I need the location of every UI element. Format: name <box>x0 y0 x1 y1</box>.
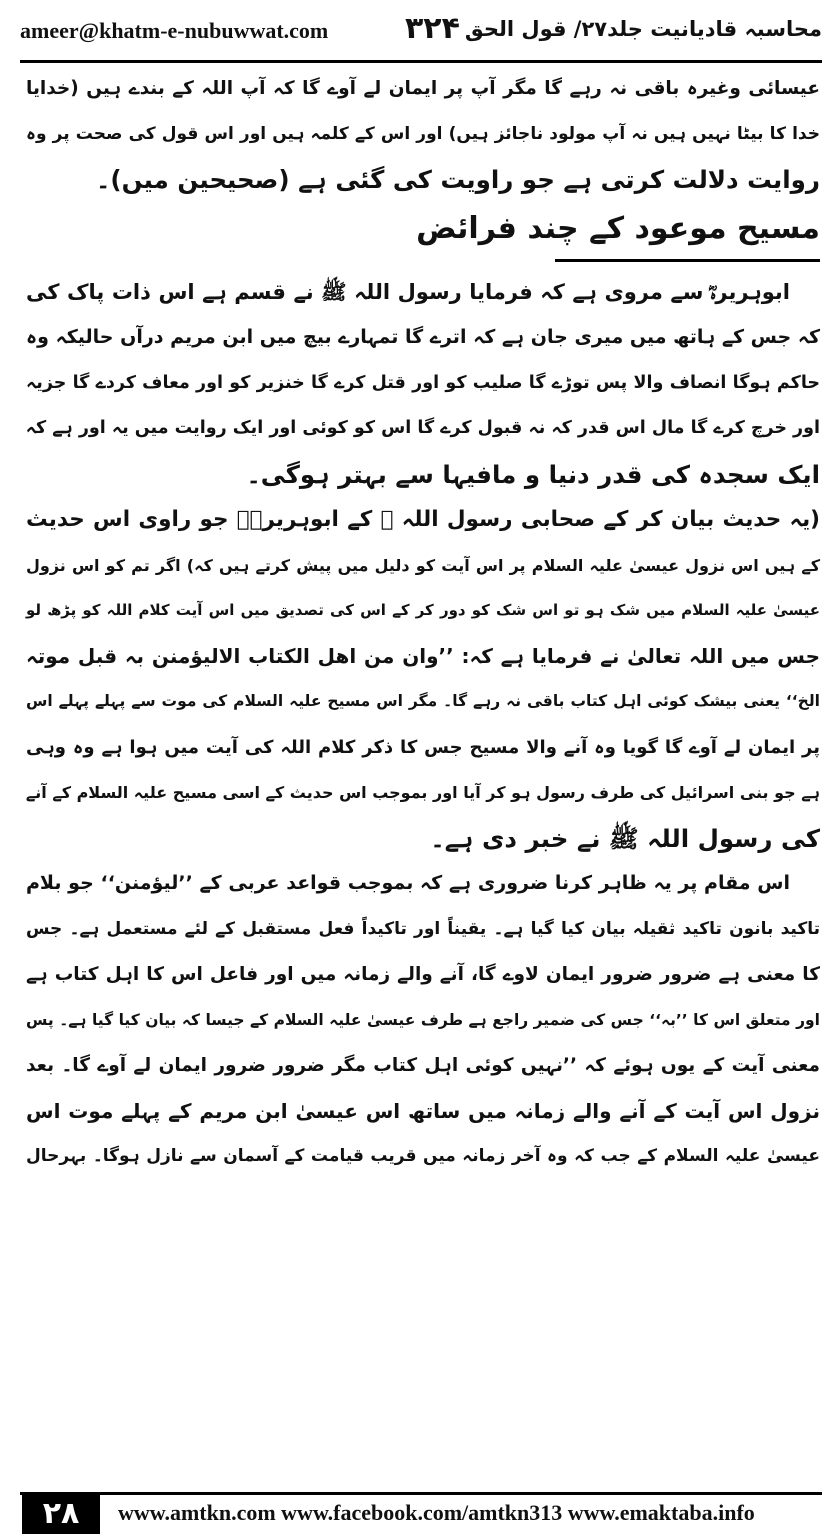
text-line: ابوہریرہؓ سے مروی ہے کہ فرمایا رسول اللہ ﷺ نے قسم ہے اس ذات پاک کی <box>26 279 790 304</box>
text-line: کہ جس کے ہاتھ میں میری جان ہے کہ اترے گا تمہارے بیچ میں ابن مریم درآں حالیکہ وہ <box>26 326 820 348</box>
text-line: ایک سجدہ کی قدر دنیا و مافیہا سے بہتر ہوگی۔ <box>246 459 820 489</box>
text-line: خدا کا بیٹا نہیں ہیں نہ آپ مولود ناجائز ہیں) اور اس کے کلمہ ہیں اور اس قول کی صحت پر وہ <box>26 123 820 144</box>
text-line: جس میں اللہ تعالیٰ نے فرمایا ہے کہ: ’’وان من اھل الکتاب الالیؤمنن بہ قبل موتہ <box>26 643 820 668</box>
header-book-title: محاسبہ قادیانیت جلد۲۷/ قول الحق <box>464 17 822 41</box>
paragraph-intro <box>26 66 820 203</box>
footer-links: www.amtkn.com www.facebook.com/amtkn313 www.emaktaba.info <box>118 1500 755 1525</box>
text-line: اور متعلق اس کا ’’بہ‘‘ جس کی ضمیر راجع ہے طرف عیسیٰ علیہ السلام کے جیسا کہ بیان کیا گیا ہے۔ پس <box>26 1010 820 1029</box>
document-body <box>26 66 820 1180</box>
text-line: اور خرچ کرے گا مال اس قدر کہ نہ قبول کرے گا اس کو کوئی اور ایک روایت میں یہ اور ہے کہ <box>25 418 820 438</box>
text-line: اس مقام پر یہ ظاہر کرنا ضروری ہے کہ بموجب قواعد عربی کے ’’لیؤمنن‘‘ جو بلام <box>26 872 790 894</box>
text-line: روایت دلالت کرتی ہے جو راویت کی گئی ہے (صحیحین میں)۔ <box>96 165 820 194</box>
paragraph-explanation <box>26 497 820 861</box>
header-email: ameer@khatm-e-nubuwwat.com <box>20 18 329 43</box>
section-heading: مسیح موعود کے چند فرائض <box>555 203 820 262</box>
paragraph-hadith <box>26 270 820 498</box>
text-line: کے ہیں اس نزول عیسیٰ علیہ السلام پر اس آیت کو دلیل میں پیش کرتے ہیں کہ) اگر تم کو اس نزول <box>26 555 820 575</box>
text-line: (یہ حدیث بیان کر کے صحابی رسول اللہ ﷺ کے ابوہریرہؓ جو راوی اس حدیث <box>26 507 820 532</box>
text-line: معنی آیت کے یوں ہوئے کہ ’’نہیں کوئی اہل کتاب مگر ضرور ضرور ایمان لے آوے گا۔ بعد <box>26 1055 820 1076</box>
footer-rule <box>20 1492 822 1495</box>
footer-page-badge: ۲۸ <box>22 1494 100 1534</box>
text-line: پر ایمان لے آوے گا گویا وہ آنے والا مسیح جس کا ذکر کلام اللہ کی آیت میں ہوا ہے وہ وہی <box>26 736 820 758</box>
text-line: عیسیٰ علیہ السلام میں شک ہو تو اس شک کو دور کر کے اس کی تصدیق میں اس آیت کلام اللہ کو پڑھ لو <box>26 601 820 619</box>
header-rule <box>20 60 822 63</box>
text-line: حاکم ہوگا انصاف والا پس توڑے گا صلیب کو اور قتل کرے گا خنزیر کو اور معاف کردے گا جزیہ <box>26 372 820 393</box>
header-page-number: ۳۲۴ <box>405 11 460 46</box>
text-line: ہے جو بنی اسرائیل کی طرف رسول ہو کر آیا اور بموجب اس حدیث کے اسی مسیح علیہ السلام کے آنے <box>25 783 820 802</box>
text-line: کا معنی ہے ضرور ضرور ایمان لاوے گا، آنے والے زمانہ میں اور فاعل اس کا اہل کتاب ہے <box>26 964 820 985</box>
text-line: عیسائی وغیرہ باقی نہ رہے گا مگر آپ پر ایمان لے آوے گا کہ آپ اللہ کے بندے ہیں (خدایا <box>26 78 820 99</box>
text-line: عیسیٰ علیہ السلام کے جب کہ وہ آخر زمانہ میں قریب قیامت کے آسمان سے نازل ہوگا۔ بہرحال <box>26 1146 820 1166</box>
page-header <box>20 8 822 58</box>
text-line: الخ‘‘ یعنی بیشک کوئی اہل کتاب باقی نہ رہے گا۔ مگر اس مسیح علیہ السلام کی موت سے پہلے پہلے اس <box>26 692 820 710</box>
text-line: تاکید بانون تاکید ثقیلہ بیان کیا گیا ہے۔ یقیناً اور تاکیداً فعل مستقبل کے لئے مستعمل ہے۔ جس <box>26 918 820 939</box>
text-line: کی رسول اللہ ﷺ نے خبر دی ہے۔ <box>430 823 820 853</box>
paragraph-grammar <box>26 861 820 1180</box>
text-line: نزول اس آیت کے آنے والے زمانہ میں ساتھ اس عیسیٰ ابن مریم کے پہلے موت اس <box>26 1098 820 1123</box>
